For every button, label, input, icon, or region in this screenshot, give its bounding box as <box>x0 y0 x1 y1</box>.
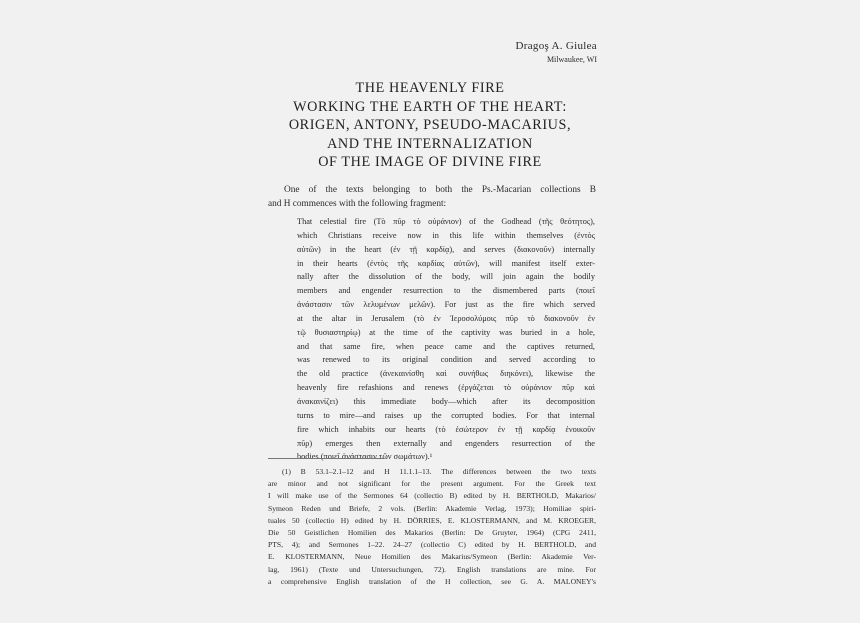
quote-line: and that same fire, when peace came and the captives returned, <box>297 341 595 351</box>
text-line: and H commences with the following fragment: <box>268 198 447 209</box>
quote-line: was renewed to its original condition and served according to <box>297 355 595 365</box>
footnote <box>268 466 596 588</box>
quote-line: at the altar in Jerusalem (τὸ ἐν Ἱεροσολύμοις πῦρ τὸ διακονοῦν ἐν <box>297 313 595 323</box>
footnote-line: PTS, 4); and Sermones 1–22. 24–27 (collectio C) edited by H. BERTHOLD, and <box>268 540 596 550</box>
author-name: Dragoş A. Giulea <box>515 40 597 52</box>
title-line: THE HEAVENLY FIRE <box>355 80 505 96</box>
intro-paragraph <box>268 184 596 211</box>
title-line: AND THE INTERNALIZATION <box>327 135 533 152</box>
footnote-line: Die 50 Geistlichen Homilien des Makarios (Berlin: De Gruyter, 1964) (CPG 2411, <box>268 528 596 538</box>
quote-line: heavenly fire refashions and renews (ἐργάζεται τὸ οὐράνιον πῦρ καὶ <box>297 383 595 393</box>
footnote-line: E. KLOSTERMANN, Neue Homilien des Makarius/Symeon (Berlin: Akademie Ver- <box>268 552 596 562</box>
quote-line: That celestial fire (Τὸ πῦρ τὸ οὐράνιον) of the Godhead (τῆς θεότητος), <box>297 217 595 226</box>
footnote-line: tuales 50 (collectio H) edited by H. DÖRRIES, E. KLOSTERMANN, and M. KROEGER, <box>268 515 596 525</box>
quote-line: turns to mire—and raises up the corrupted bodies. For that internal <box>297 410 595 420</box>
quote-line: fire which inhabits our hearts (τὸ ἐσώτερον ἐν τῇ καρδίᾳ ἐνοικοῦν <box>297 424 595 434</box>
footnote-line: Symeon Reden und Briefe, 2 vols. (Berlin: Akademie Verlag, 1973); Homiliae spiri- <box>268 503 596 513</box>
footnote-divider <box>268 458 383 459</box>
footnote-line: are minor and not significant for the present argument. For the Greek text <box>268 479 596 489</box>
footnote-line: a comprehensive English translation of the H collection, see G. A. MALONEY's <box>268 576 596 586</box>
quote-line: ἀνάστασιν τῶν λελυμένων μελῶν). For just as the fire which served <box>297 300 595 310</box>
quote-line: αὐτῶν) in the heart (ἐν τῇ καρδίᾳ), and serves (διακονοῦν) internally <box>297 244 595 254</box>
quote-line: members and engender resurrection to the dismembered parts (ποιεῖ <box>297 286 595 296</box>
quote-line: the old practice (ἀνεκαινίσθη καὶ συνήθως διηκόνει), likewise the <box>297 369 595 379</box>
title-line: OF THE IMAGE OF DIVINE FIRE <box>318 154 542 170</box>
quote-line: in their hearts (ἐντὸς τῆς καρδίας αὐτῶν), will manifest itself exter- <box>297 258 595 268</box>
quote-line: ἀνακαινίζει) this immediate body—which after its decomposition <box>297 396 595 406</box>
quote-line: πῦρ) emerges then externally and engenders resurrection of the <box>297 438 595 448</box>
footnote-line: lag, 1961) (Texte und Untersuchungen, 72). English translations are mine. For <box>268 564 596 574</box>
block-quote <box>297 215 595 464</box>
text-line: One of the texts belonging to both the Ps.-Macarian collections B <box>284 185 596 195</box>
author-affiliation: Milwaukee, WI <box>546 55 597 64</box>
article-title <box>250 79 610 172</box>
quote-line: which Christians receive now in this life within themselves (ἐντὸς <box>297 230 595 240</box>
quote-line: bodies (ποιεῖ ἀνάστασιν τῶν σωμάτων).¹ <box>297 452 433 462</box>
title-line: WORKING THE EARTH OF THE HEART: <box>293 98 567 115</box>
title-line: ORIGEN, ANTONY, PSEUDO-MACARIUS, <box>288 117 572 133</box>
quote-line: τῷ θυσιαστηρίῳ) at the time of the captivity was buried in a hole, <box>297 327 595 337</box>
footnote-line: I will make use of the Sermones 64 (collectio B) edited by H. BERTHOLD, Makarios/ <box>268 491 596 501</box>
footnote-line: (1) B 53.1–2.1–12 and H 11.1.1–13. The differences between the two texts <box>282 467 596 476</box>
quote-line: nally after the dissolution of the body, will join again the bodily <box>297 272 595 282</box>
